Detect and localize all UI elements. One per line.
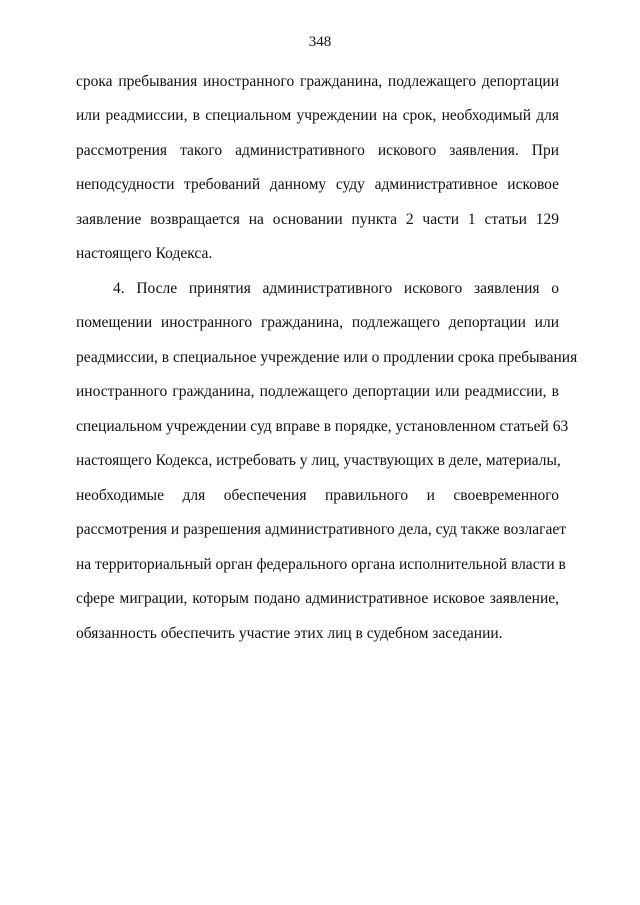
paragraph-line: необходимые для обеспечения правильного и своевременного (76, 487, 559, 504)
paragraph-line: заявление возвращается на основании пункта 2 части 1 статьи 129 (76, 211, 559, 228)
paragraph-line: или реадмиссии, в специальном учреждении на срок, необходимый для (76, 107, 559, 124)
paragraph-line: рассмотрения и разрешения административного дела, суд также возлагает (76, 521, 567, 538)
paragraph-line: настоящего Кодекса. (76, 245, 213, 262)
paragraph-line: иностранного гражданина, подлежащего депортации или реадмиссии, в (76, 383, 559, 400)
paragraph-line: 4. После принятия административного искового заявления о (113, 280, 559, 297)
paragraph-line: срока пребывания иностранного гражданина, подлежащего депортации (76, 73, 559, 90)
paragraph-line: настоящего Кодекса, истребовать у лиц, участвующих в деле, материалы, (76, 452, 561, 469)
paragraph-line: реадмиссии, в специальное учреждение или о продлении срока пребывания (76, 349, 578, 366)
paragraph-line: рассмотрения такого административного искового заявления. При (76, 142, 559, 159)
paragraph-line: сфере миграции, которым подано административное исковое заявление, (76, 590, 559, 607)
paragraph-line: неподсудности требований данному суду административное исковое (76, 176, 559, 193)
page-number: 348 (308, 34, 332, 50)
paragraph-line: на территориальный орган федерального органа исполнительной власти в (76, 556, 566, 573)
paragraph-line: помещении иностранного гражданина, подлежащего депортации или (76, 314, 559, 331)
paragraph-line: специальном учреждении суд вправе в порядке, установленном статьей 63 (76, 418, 569, 435)
paragraph-line: обязанность обеспечить участие этих лиц в судебном заседании. (76, 625, 503, 642)
